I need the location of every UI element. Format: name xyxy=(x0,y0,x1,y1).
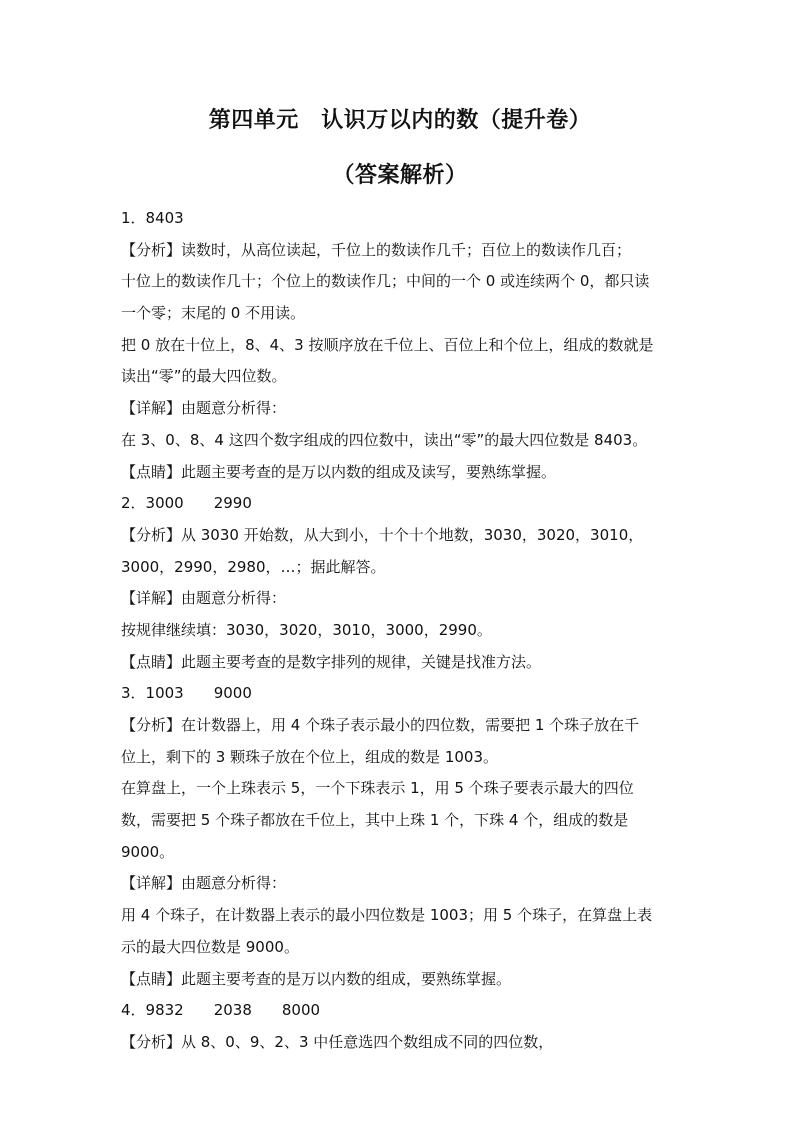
analysis-line: 【分析】从 3030 开始数，从大到小，十个十个地数，3030，3020，3010， xyxy=(121,525,644,544)
analysis-line: 位上，剩下的 3 颗珠子放在个位上，组成的数是 1003。 xyxy=(121,747,499,766)
analysis-line: 读出“零”的最大四位数。 xyxy=(121,367,287,386)
detail-line: 【详解】由题意分析得： xyxy=(121,399,287,418)
detail-line: 用 4 个珠子，在计数器上表示的最小四位数是 1003；用 5 个珠子，在算盘上表 xyxy=(121,906,653,925)
answer-3-heading: 3．1003 9000 xyxy=(121,684,252,703)
comment-line: 【点睛】此题主要考查的是万以内数的组成，要熟练掌握。 xyxy=(121,969,512,988)
comment-line: 【点睛】此题主要考查的是万以内数的组成及读写，要熟练掌握。 xyxy=(121,462,557,481)
page-subtitle: （答案解析） xyxy=(332,163,468,188)
analysis-line: 在算盘上，一个上珠表示 5，一个下珠表示 1，用 5 个珠子要表示最大的四位 xyxy=(121,779,634,798)
analysis-line: 【分析】从 8、0、9、2、3 中任意选四个数组成不同的四位数， xyxy=(121,1032,554,1051)
answer-body xyxy=(121,203,691,1059)
detail-line: 示的最大四位数是 9000。 xyxy=(121,937,299,956)
detail-line: 【详解】由题意分析得： xyxy=(121,874,287,893)
analysis-line: 一个零；末尾的 0 不用读。 xyxy=(121,304,306,323)
analysis-line: 把 0 放在十位上，8、4、3 按顺序放在千位上、百位上和个位上，组成的数就是 xyxy=(121,335,654,354)
comment-line: 【点睛】此题主要考查的是数字排列的规律，关键是找准方法。 xyxy=(121,652,542,671)
answer-1-heading: 1．8403 xyxy=(121,209,184,227)
analysis-line: 【分析】读数时，从高位读起，千位上的数读作几千；百位上的数读作几百； xyxy=(121,240,632,259)
answer-4-heading: 4．9832 2038 8000 xyxy=(121,1001,321,1020)
analysis-line: 3000，2990，2980，…；据此解答。 xyxy=(121,557,386,576)
detail-line: 按规律继续填：3030，3020，3010，3000，2990。 xyxy=(121,620,492,639)
detail-line: 在 3、0、8、4 这四个数字组成的四位数中，读出“零”的最大四位数是 8403。 xyxy=(121,430,648,449)
detail-line: 【详解】由题意分析得： xyxy=(121,589,287,608)
analysis-line: 【分析】在计数器上，用 4 个珠子表示最小的四位数，需要把 1 个珠子放在千 xyxy=(121,716,640,734)
analysis-line: 十位上的数读作几十；个位上的数读作几；中间的一个 0 或连续两个 0，都只读 xyxy=(121,272,650,291)
answer-2-heading: 2．3000 2990 xyxy=(121,494,252,513)
page-title: 第四单元 认识万以内的数（提升卷） xyxy=(208,108,592,133)
analysis-line: 9000。 xyxy=(121,842,175,861)
analysis-line: 数，需要把 5 个珠子都放在千位上，其中上珠 1 个，下珠 4 个，组成的数是 xyxy=(121,811,629,830)
